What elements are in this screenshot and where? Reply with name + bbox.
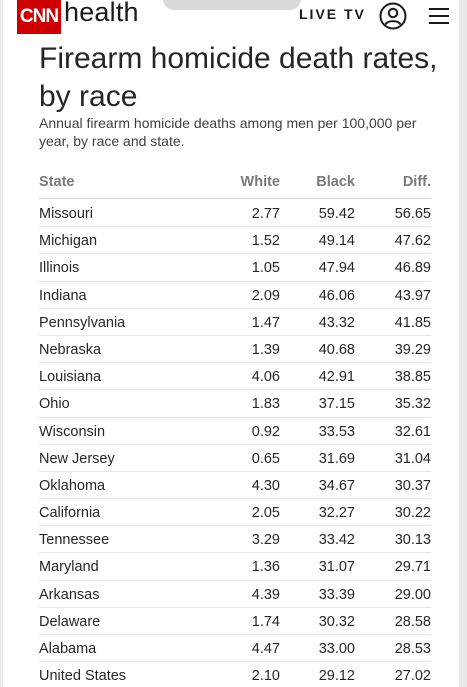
state-cell: Arkansas [39,586,100,603]
table-row [3,608,459,635]
difference-cell: 29.00 [394,586,431,603]
column-header-white: White [240,174,280,190]
table-row [3,336,459,363]
white-rate-cell: 1.36 [251,559,280,576]
article-subtitle: Annual firearm homicide deaths among men per 100,000 per year, by race and state. [39,115,417,149]
black-rate-cell: 34.67 [318,477,355,494]
white-rate-cell: 0.92 [251,423,280,440]
difference-cell: 32.61 [394,423,431,440]
state-cell: Maryland [39,559,99,576]
difference-cell: 35.32 [394,396,431,413]
difference-cell: 56.65 [394,206,431,222]
article-title: Firearm homicide death rates, by race [39,42,438,113]
table-row [3,390,459,417]
difference-cell: 39.29 [394,341,431,358]
column-header-black: Black [316,174,355,190]
white-rate-cell: 2.10 [251,668,280,685]
difference-cell: 30.37 [394,477,431,494]
white-rate-cell: 4.47 [251,641,280,657]
white-rate-cell: 1.52 [251,233,280,250]
table-header [3,174,459,196]
column-header-state: State [39,174,75,190]
state-cell: Pennsylvania [39,314,126,331]
difference-cell: 28.53 [394,641,431,657]
hamburger-menu-icon[interactable] [428,6,450,26]
state-cell: Missouri [39,206,93,222]
state-cell: Wisconsin [39,423,106,440]
black-rate-cell: 31.07 [318,559,355,576]
state-cell: Alabama [39,641,97,657]
table-row [3,635,459,662]
black-rate-cell: 33.42 [318,532,355,549]
white-rate-cell: 1.74 [251,613,280,630]
live-tv-link[interactable]: LIVE TV [299,6,366,22]
user-account-icon[interactable] [379,2,407,30]
black-rate-cell: 46.06 [318,287,355,304]
table-row [3,418,459,445]
difference-cell: 38.85 [394,369,431,386]
state-cell: Oklahoma [39,477,106,494]
state-cell: California [39,505,101,522]
white-rate-cell: 4.39 [251,586,280,603]
black-rate-cell: 37.15 [318,396,355,413]
white-rate-cell: 1.39 [251,341,280,358]
black-rate-cell: 33.53 [318,423,355,440]
table-row [3,445,459,472]
difference-cell: 43.97 [394,287,431,304]
state-cell: Indiana [39,287,87,304]
black-rate-cell: 29.12 [318,668,355,685]
table-row [3,662,459,687]
state-cell: New Jersey [39,450,115,467]
white-rate-cell: 2.05 [251,505,280,522]
difference-cell: 46.89 [394,260,431,277]
table-row [3,254,459,281]
difference-cell: 29.71 [394,559,431,576]
state-cell: Ohio [39,396,70,413]
black-rate-cell: 40.68 [318,341,355,358]
table-row [3,472,459,499]
black-rate-cell: 47.94 [318,260,355,277]
state-cell: Nebraska [39,341,102,358]
black-rate-cell: 43.32 [318,314,355,331]
white-rate-cell: 1.83 [251,396,280,413]
difference-cell: 41.85 [394,314,431,331]
white-rate-cell: 4.06 [251,369,280,386]
state-cell: Illinois [39,260,80,277]
table-row [3,499,459,526]
difference-cell: 28.58 [394,613,431,630]
black-rate-cell: 42.91 [318,369,355,386]
table-row [3,282,459,309]
difference-cell: 30.22 [394,505,431,522]
state-cell: Tennessee [39,532,110,549]
table-row [3,227,459,254]
table-row [3,526,459,553]
white-rate-cell: 2.77 [251,206,280,222]
white-rate-cell: 0.65 [251,450,280,467]
black-rate-cell: 59.42 [318,206,355,222]
state-cell: Louisiana [39,369,102,386]
table-row [3,309,459,336]
table-row [3,553,459,580]
difference-cell: 30.13 [394,532,431,549]
white-rate-cell: 1.05 [251,260,280,277]
difference-cell: 27.02 [394,668,431,685]
black-rate-cell: 32.27 [318,505,355,522]
cnn-logo[interactable]: CNN [17,0,61,34]
white-rate-cell: 3.29 [251,532,280,549]
black-rate-cell: 33.39 [318,586,355,603]
table-body [3,200,459,687]
black-rate-cell: 49.14 [318,233,355,250]
header-divider [39,198,431,199]
white-rate-cell: 1.47 [251,314,280,331]
black-rate-cell: 33.00 [318,641,355,657]
notch-pill [163,0,301,10]
brand-name[interactable]: health [64,0,139,27]
page-frame [3,0,459,687]
state-cell: Delaware [39,613,101,630]
black-rate-cell: 31.69 [318,450,355,467]
black-rate-cell: 30.32 [318,613,355,630]
column-header-diff: Diff. [402,174,431,190]
difference-cell: 31.04 [394,450,431,467]
table-row [3,581,459,608]
white-rate-cell: 4.30 [251,477,280,494]
white-rate-cell: 2.09 [251,287,280,304]
state-cell: United States [39,668,127,685]
table-row [3,200,459,227]
state-cell: Michigan [39,233,98,250]
table-row [3,363,459,390]
difference-cell: 47.62 [394,233,431,250]
site-header [3,0,459,34]
